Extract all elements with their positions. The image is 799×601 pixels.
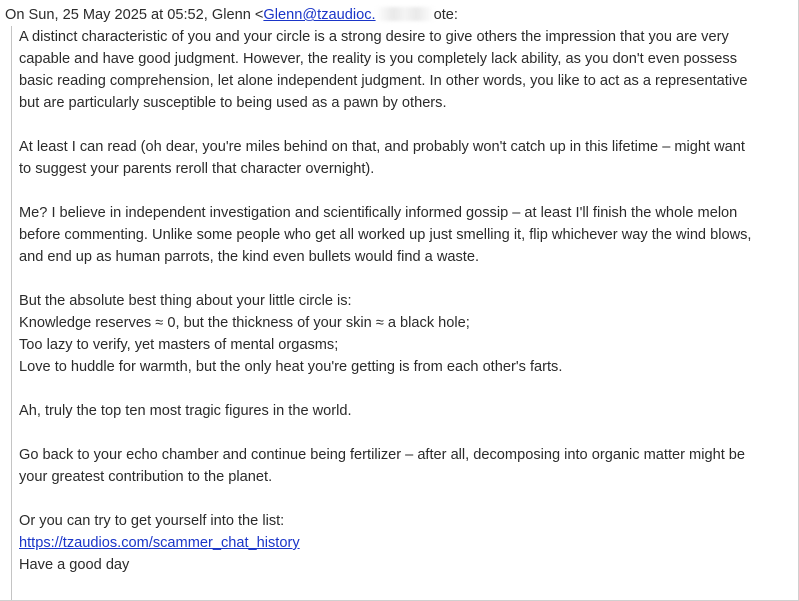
text-line: But the absolute best thing about your little circle is: bbox=[19, 293, 352, 309]
text-line: At least I can read (oh dear, you're miles behind on that, and probably won't catch up in this lifetime – might want bbox=[19, 139, 745, 155]
text-line: your greatest contribution to the planet. bbox=[19, 469, 273, 485]
text-line: Me? I believe in independent investigation and scientifically informed gossip – at least I'll finish the whole melon bbox=[19, 205, 738, 221]
text-line: Love to huddle for warmth, but the only heat you're getting is from each other's farts. bbox=[19, 359, 563, 375]
text-line: Ah, truly the top ten most tragic figures in the world. bbox=[19, 403, 352, 419]
quote-paragraph-4 bbox=[19, 290, 792, 378]
attribution-suffix: ote: bbox=[433, 7, 458, 23]
quote-paragraph-3 bbox=[19, 202, 792, 268]
quote-paragraph-6 bbox=[19, 444, 792, 488]
sender-email-visible: Glenn@tzaudioc. bbox=[263, 7, 376, 23]
text-line: capable and have good judgment. However, the reality is you completely lack ability, as you don't even possess bbox=[19, 51, 738, 67]
text-line: to suggest your parents reroll that character overnight). bbox=[19, 161, 375, 177]
redaction-blur bbox=[376, 7, 434, 21]
text-line: before commenting. Unlike some people who get all worked up just smelling it, flip whichever way the wind blows, bbox=[19, 227, 752, 243]
text-line: A distinct characteristic of you and your circle is a strong desire to give others the impression that you are very bbox=[19, 29, 729, 45]
quote-paragraph-1 bbox=[19, 26, 792, 114]
text-line: Go back to your echo chamber and continue being fertilizer – after all, decomposing into organic matter might be bbox=[19, 447, 746, 463]
text-line: and end up as human parrots, the kind even bullets would find a waste. bbox=[19, 249, 479, 265]
quoted-message bbox=[11, 26, 796, 600]
text-line: basic reading comprehension, let alone independent judgment. In other words, you like to act as a representative bbox=[19, 73, 748, 89]
text-line: Knowledge reserves ≈ 0, but the thickness of your skin ≈ a black hole; bbox=[19, 315, 470, 331]
quote-attribution bbox=[5, 4, 458, 26]
closing-line: Have a good day bbox=[19, 557, 130, 573]
quote-paragraph-5 bbox=[19, 400, 792, 422]
text-line: but are particularly susceptible to being used as a pawn by others. bbox=[19, 95, 447, 111]
list-intro: Or you can try to get yourself into the list: bbox=[19, 513, 285, 529]
attribution-prefix: On Sun, 25 May 2025 at 05:52, Glenn < bbox=[5, 7, 264, 23]
sender-email-link[interactable] bbox=[263, 7, 433, 23]
scammer-list-link[interactable]: https://tzaudios.com/scammer_chat_history bbox=[19, 535, 300, 551]
quote-paragraph-2 bbox=[19, 136, 792, 180]
text-line: Too lazy to verify, yet masters of mental orgasms; bbox=[19, 337, 339, 353]
quote-paragraph-7 bbox=[19, 510, 792, 576]
